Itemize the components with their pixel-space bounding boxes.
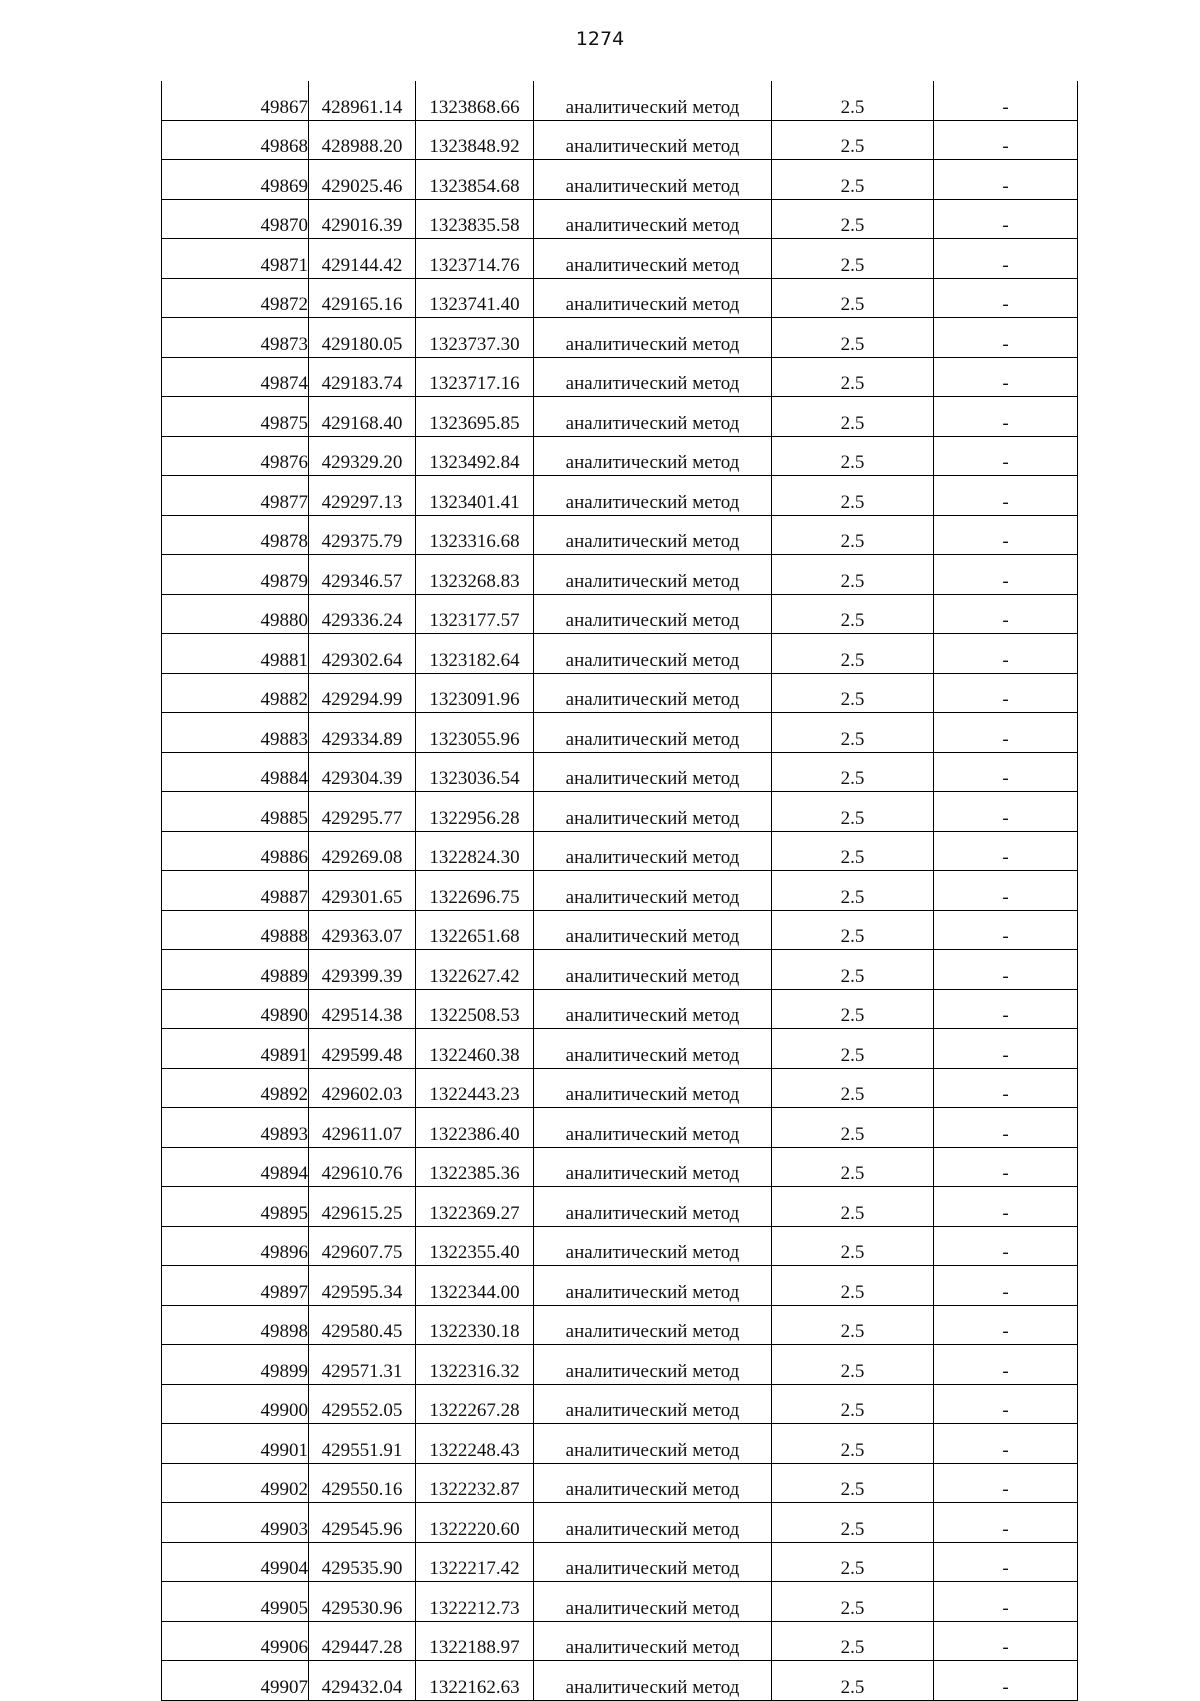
x-coordinate-cell: 428988.20: [309, 120, 416, 160]
x-coordinate-cell: 429329.20: [309, 436, 416, 476]
table-row: [162, 278, 1078, 318]
point-number-cell: 49876: [162, 436, 309, 476]
note-cell: -: [934, 634, 1078, 674]
point-number-cell: 49891: [162, 1029, 309, 1069]
point-number-cell: 49905: [162, 1582, 309, 1622]
method-cell: аналитический метод: [534, 318, 772, 358]
point-number-cell: 49873: [162, 318, 309, 358]
method-cell: аналитический метод: [534, 1147, 772, 1187]
table-row: [162, 515, 1078, 555]
accuracy-cell: 2.5: [772, 594, 934, 634]
method-cell: аналитический метод: [534, 1424, 772, 1464]
table-row: [162, 1068, 1078, 1108]
table-row: [162, 1345, 1078, 1385]
point-number-cell: 49899: [162, 1345, 309, 1385]
note-cell: -: [934, 199, 1078, 239]
accuracy-cell: 2.5: [772, 199, 934, 239]
x-coordinate-cell: 428961.14: [309, 81, 416, 120]
point-number-cell: 49883: [162, 713, 309, 753]
y-coordinate-cell: 1323182.64: [416, 634, 534, 674]
point-number-cell: 49898: [162, 1305, 309, 1345]
table-row: [162, 1029, 1078, 1069]
y-coordinate-cell: 1322369.27: [416, 1187, 534, 1227]
y-coordinate-cell: 1323316.68: [416, 515, 534, 555]
accuracy-cell: 2.5: [772, 1384, 934, 1424]
accuracy-cell: 2.5: [772, 1463, 934, 1503]
accuracy-cell: 2.5: [772, 160, 934, 200]
y-coordinate-cell: 1322508.53: [416, 989, 534, 1029]
accuracy-cell: 2.5: [772, 436, 934, 476]
y-coordinate-cell: 1323177.57: [416, 594, 534, 634]
table-row: [162, 160, 1078, 200]
method-cell: аналитический метод: [534, 1305, 772, 1345]
point-number-cell: 49867: [162, 81, 309, 120]
method-cell: аналитический метод: [534, 673, 772, 713]
method-cell: аналитический метод: [534, 1345, 772, 1385]
x-coordinate-cell: 429346.57: [309, 555, 416, 595]
y-coordinate-cell: 1323055.96: [416, 713, 534, 753]
table-row: [162, 436, 1078, 476]
accuracy-cell: 2.5: [772, 634, 934, 674]
note-cell: -: [934, 1582, 1078, 1622]
table-row: [162, 357, 1078, 397]
point-number-cell: 49890: [162, 989, 309, 1029]
y-coordinate-cell: 1322316.32: [416, 1345, 534, 1385]
point-number-cell: 49901: [162, 1424, 309, 1464]
x-coordinate-cell: 429599.48: [309, 1029, 416, 1069]
accuracy-cell: 2.5: [772, 831, 934, 871]
note-cell: -: [934, 1147, 1078, 1187]
note-cell: -: [934, 752, 1078, 792]
note-cell: -: [934, 160, 1078, 200]
y-coordinate-cell: 1322385.36: [416, 1147, 534, 1187]
method-cell: аналитический метод: [534, 436, 772, 476]
accuracy-cell: 2.5: [772, 989, 934, 1029]
point-number-cell: 49897: [162, 1266, 309, 1306]
note-cell: -: [934, 1108, 1078, 1148]
point-number-cell: 49877: [162, 476, 309, 516]
y-coordinate-cell: 1323091.96: [416, 673, 534, 713]
accuracy-cell: 2.5: [772, 673, 934, 713]
method-cell: аналитический метод: [534, 555, 772, 595]
note-cell: -: [934, 239, 1078, 279]
x-coordinate-cell: 429363.07: [309, 910, 416, 950]
point-number-cell: 49902: [162, 1463, 309, 1503]
x-coordinate-cell: 429399.39: [309, 950, 416, 990]
accuracy-cell: 2.5: [772, 792, 934, 832]
note-cell: -: [934, 1068, 1078, 1108]
point-number-cell: 49886: [162, 831, 309, 871]
point-number-cell: 49885: [162, 792, 309, 832]
note-cell: -: [934, 673, 1078, 713]
accuracy-cell: 2.5: [772, 1187, 934, 1227]
accuracy-cell: 2.5: [772, 910, 934, 950]
accuracy-cell: 2.5: [772, 713, 934, 753]
table-row: [162, 1542, 1078, 1582]
accuracy-cell: 2.5: [772, 1147, 934, 1187]
x-coordinate-cell: 429304.39: [309, 752, 416, 792]
table-row: [162, 1424, 1078, 1464]
table-row: [162, 950, 1078, 990]
method-cell: аналитический метод: [534, 1187, 772, 1227]
point-number-cell: 49896: [162, 1226, 309, 1266]
method-cell: аналитический метод: [534, 1226, 772, 1266]
y-coordinate-cell: 1322443.23: [416, 1068, 534, 1108]
accuracy-cell: 2.5: [772, 1029, 934, 1069]
page-number: 1274: [575, 28, 625, 50]
point-number-cell: 49893: [162, 1108, 309, 1148]
x-coordinate-cell: 429180.05: [309, 318, 416, 358]
note-cell: -: [934, 1542, 1078, 1582]
accuracy-cell: 2.5: [772, 555, 934, 595]
y-coordinate-cell: 1323741.40: [416, 278, 534, 318]
table-row: [162, 1187, 1078, 1227]
table-row: [162, 792, 1078, 832]
y-coordinate-cell: 1323401.41: [416, 476, 534, 516]
note-cell: -: [934, 555, 1078, 595]
y-coordinate-cell: 1322651.68: [416, 910, 534, 950]
x-coordinate-cell: 429607.75: [309, 1226, 416, 1266]
x-coordinate-cell: 429602.03: [309, 1068, 416, 1108]
accuracy-cell: 2.5: [772, 752, 934, 792]
point-number-cell: 49869: [162, 160, 309, 200]
accuracy-cell: 2.5: [772, 120, 934, 160]
y-coordinate-cell: 1322386.40: [416, 1108, 534, 1148]
point-number-cell: 49881: [162, 634, 309, 674]
note-cell: -: [934, 515, 1078, 555]
method-cell: аналитический метод: [534, 160, 772, 200]
y-coordinate-cell: 1322344.00: [416, 1266, 534, 1306]
table-row: [162, 752, 1078, 792]
x-coordinate-cell: 429336.24: [309, 594, 416, 634]
accuracy-cell: 2.5: [772, 1266, 934, 1306]
method-cell: аналитический метод: [534, 792, 772, 832]
table-row: [162, 673, 1078, 713]
method-cell: аналитический метод: [534, 1108, 772, 1148]
table-row: [162, 1384, 1078, 1424]
accuracy-cell: 2.5: [772, 950, 934, 990]
method-cell: аналитический метод: [534, 239, 772, 279]
x-coordinate-cell: 429334.89: [309, 713, 416, 753]
method-cell: аналитический метод: [534, 1503, 772, 1543]
point-number-cell: 49907: [162, 1661, 309, 1701]
table-row: [162, 1266, 1078, 1306]
accuracy-cell: 2.5: [772, 1108, 934, 1148]
table-row: [162, 871, 1078, 911]
point-number-cell: 49880: [162, 594, 309, 634]
x-coordinate-cell: 429297.13: [309, 476, 416, 516]
table-row: [162, 989, 1078, 1029]
x-coordinate-cell: 429302.64: [309, 634, 416, 674]
point-number-cell: 49872: [162, 278, 309, 318]
x-coordinate-cell: 429571.31: [309, 1345, 416, 1385]
table-row: [162, 1621, 1078, 1661]
note-cell: -: [934, 476, 1078, 516]
x-coordinate-cell: 429611.07: [309, 1108, 416, 1148]
method-cell: аналитический метод: [534, 278, 772, 318]
accuracy-cell: 2.5: [772, 1542, 934, 1582]
point-number-cell: 49900: [162, 1384, 309, 1424]
x-coordinate-cell: 429610.76: [309, 1147, 416, 1187]
accuracy-cell: 2.5: [772, 1661, 934, 1701]
table-row: [162, 476, 1078, 516]
method-cell: аналитический метод: [534, 357, 772, 397]
note-cell: -: [934, 1345, 1078, 1385]
point-number-cell: 49875: [162, 397, 309, 437]
x-coordinate-cell: 429183.74: [309, 357, 416, 397]
note-cell: -: [934, 120, 1078, 160]
y-coordinate-cell: 1322248.43: [416, 1424, 534, 1464]
method-cell: аналитический метод: [534, 199, 772, 239]
point-number-cell: 49882: [162, 673, 309, 713]
y-coordinate-cell: 1323036.54: [416, 752, 534, 792]
note-cell: -: [934, 436, 1078, 476]
method-cell: аналитический метод: [534, 1582, 772, 1622]
accuracy-cell: 2.5: [772, 515, 934, 555]
note-cell: -: [934, 792, 1078, 832]
method-cell: аналитический метод: [534, 81, 772, 120]
method-cell: аналитический метод: [534, 634, 772, 674]
note-cell: -: [934, 713, 1078, 753]
x-coordinate-cell: 429168.40: [309, 397, 416, 437]
method-cell: аналитический метод: [534, 1621, 772, 1661]
note-cell: -: [934, 1029, 1078, 1069]
accuracy-cell: 2.5: [772, 1621, 934, 1661]
point-number-cell: 49884: [162, 752, 309, 792]
method-cell: аналитический метод: [534, 752, 772, 792]
method-cell: аналитический метод: [534, 1384, 772, 1424]
note-cell: -: [934, 278, 1078, 318]
table-row: [162, 831, 1078, 871]
point-number-cell: 49894: [162, 1147, 309, 1187]
point-number-cell: 49874: [162, 357, 309, 397]
y-coordinate-cell: 1322220.60: [416, 1503, 534, 1543]
y-coordinate-cell: 1322696.75: [416, 871, 534, 911]
accuracy-cell: 2.5: [772, 1226, 934, 1266]
x-coordinate-cell: 429025.46: [309, 160, 416, 200]
note-cell: -: [934, 1266, 1078, 1306]
coordinates-table-body: [162, 81, 1078, 1700]
y-coordinate-cell: 1323492.84: [416, 436, 534, 476]
x-coordinate-cell: 429530.96: [309, 1582, 416, 1622]
point-number-cell: 49879: [162, 555, 309, 595]
y-coordinate-cell: 1322330.18: [416, 1305, 534, 1345]
method-cell: аналитический метод: [534, 871, 772, 911]
accuracy-cell: 2.5: [772, 239, 934, 279]
table-row: [162, 910, 1078, 950]
method-cell: аналитический метод: [534, 1463, 772, 1503]
x-coordinate-cell: 429295.77: [309, 792, 416, 832]
y-coordinate-cell: 1323695.85: [416, 397, 534, 437]
accuracy-cell: 2.5: [772, 278, 934, 318]
y-coordinate-cell: 1322627.42: [416, 950, 534, 990]
table-row: [162, 1503, 1078, 1543]
accuracy-cell: 2.5: [772, 1068, 934, 1108]
note-cell: -: [934, 81, 1078, 120]
method-cell: аналитический метод: [534, 989, 772, 1029]
y-coordinate-cell: 1322824.30: [416, 831, 534, 871]
x-coordinate-cell: 429595.34: [309, 1266, 416, 1306]
point-number-cell: 49895: [162, 1187, 309, 1227]
y-coordinate-cell: 1322188.97: [416, 1621, 534, 1661]
x-coordinate-cell: 429144.42: [309, 239, 416, 279]
point-number-cell: 49906: [162, 1621, 309, 1661]
accuracy-cell: 2.5: [772, 81, 934, 120]
point-number-cell: 49868: [162, 120, 309, 160]
x-coordinate-cell: 429016.39: [309, 199, 416, 239]
note-cell: -: [934, 1621, 1078, 1661]
method-cell: аналитический метод: [534, 120, 772, 160]
y-coordinate-cell: 1323854.68: [416, 160, 534, 200]
method-cell: аналитический метод: [534, 397, 772, 437]
method-cell: аналитический метод: [534, 1542, 772, 1582]
x-coordinate-cell: 429615.25: [309, 1187, 416, 1227]
x-coordinate-cell: 429375.79: [309, 515, 416, 555]
method-cell: аналитический метод: [534, 515, 772, 555]
accuracy-cell: 2.5: [772, 357, 934, 397]
x-coordinate-cell: 429447.28: [309, 1621, 416, 1661]
y-coordinate-cell: 1323717.16: [416, 357, 534, 397]
point-number-cell: 49871: [162, 239, 309, 279]
x-coordinate-cell: 429301.65: [309, 871, 416, 911]
accuracy-cell: 2.5: [772, 318, 934, 358]
y-coordinate-cell: 1322162.63: [416, 1661, 534, 1701]
point-number-cell: 49887: [162, 871, 309, 911]
note-cell: -: [934, 1187, 1078, 1227]
note-cell: -: [934, 1384, 1078, 1424]
accuracy-cell: 2.5: [772, 476, 934, 516]
table-row: [162, 634, 1078, 674]
table-row: [162, 1147, 1078, 1187]
x-coordinate-cell: 429432.04: [309, 1661, 416, 1701]
table-row: [162, 1582, 1078, 1622]
x-coordinate-cell: 429551.91: [309, 1424, 416, 1464]
note-cell: -: [934, 397, 1078, 437]
point-number-cell: 49903: [162, 1503, 309, 1543]
note-cell: -: [934, 1661, 1078, 1701]
y-coordinate-cell: 1322355.40: [416, 1226, 534, 1266]
method-cell: аналитический метод: [534, 831, 772, 871]
table-row: [162, 397, 1078, 437]
table-row: [162, 239, 1078, 279]
table-row: [162, 1661, 1078, 1701]
y-coordinate-cell: 1323268.83: [416, 555, 534, 595]
y-coordinate-cell: 1322956.28: [416, 792, 534, 832]
method-cell: аналитический метод: [534, 910, 772, 950]
accuracy-cell: 2.5: [772, 1345, 934, 1385]
note-cell: -: [934, 910, 1078, 950]
accuracy-cell: 2.5: [772, 871, 934, 911]
note-cell: -: [934, 871, 1078, 911]
note-cell: -: [934, 1226, 1078, 1266]
table-row: [162, 120, 1078, 160]
table-row: [162, 318, 1078, 358]
method-cell: аналитический метод: [534, 476, 772, 516]
point-number-cell: 49888: [162, 910, 309, 950]
x-coordinate-cell: 429165.16: [309, 278, 416, 318]
table-row: [162, 1108, 1078, 1148]
y-coordinate-cell: 1323737.30: [416, 318, 534, 358]
point-number-cell: 49878: [162, 515, 309, 555]
accuracy-cell: 2.5: [772, 1305, 934, 1345]
accuracy-cell: 2.5: [772, 397, 934, 437]
method-cell: аналитический метод: [534, 1068, 772, 1108]
method-cell: аналитический метод: [534, 1266, 772, 1306]
x-coordinate-cell: 429294.99: [309, 673, 416, 713]
accuracy-cell: 2.5: [772, 1503, 934, 1543]
method-cell: аналитический метод: [534, 1029, 772, 1069]
table-row: [162, 713, 1078, 753]
table-row: [162, 1463, 1078, 1503]
y-coordinate-cell: 1322232.87: [416, 1463, 534, 1503]
accuracy-cell: 2.5: [772, 1582, 934, 1622]
note-cell: -: [934, 1305, 1078, 1345]
note-cell: -: [934, 1463, 1078, 1503]
method-cell: аналитический метод: [534, 594, 772, 634]
x-coordinate-cell: 429550.16: [309, 1463, 416, 1503]
note-cell: -: [934, 831, 1078, 871]
y-coordinate-cell: 1322267.28: [416, 1384, 534, 1424]
note-cell: -: [934, 1424, 1078, 1464]
method-cell: аналитический метод: [534, 950, 772, 990]
table-row: [162, 555, 1078, 595]
x-coordinate-cell: 429535.90: [309, 1542, 416, 1582]
x-coordinate-cell: 429514.38: [309, 989, 416, 1029]
accuracy-cell: 2.5: [772, 1424, 934, 1464]
note-cell: -: [934, 594, 1078, 634]
note-cell: -: [934, 1503, 1078, 1543]
method-cell: аналитический метод: [534, 1661, 772, 1701]
method-cell: аналитический метод: [534, 713, 772, 753]
y-coordinate-cell: 1322217.42: [416, 1542, 534, 1582]
point-number-cell: 49904: [162, 1542, 309, 1582]
y-coordinate-cell: 1323868.66: [416, 81, 534, 120]
note-cell: -: [934, 318, 1078, 358]
y-coordinate-cell: 1322460.38: [416, 1029, 534, 1069]
x-coordinate-cell: 429552.05: [309, 1384, 416, 1424]
point-number-cell: 49870: [162, 199, 309, 239]
x-coordinate-cell: 429545.96: [309, 1503, 416, 1543]
x-coordinate-cell: 429269.08: [309, 831, 416, 871]
y-coordinate-cell: 1323835.58: [416, 199, 534, 239]
point-number-cell: 49889: [162, 950, 309, 990]
y-coordinate-cell: 1323848.92: [416, 120, 534, 160]
table-row: [162, 1226, 1078, 1266]
coordinates-table: [161, 81, 1078, 1701]
table-row: [162, 199, 1078, 239]
table-row: [162, 81, 1078, 120]
table-row: [162, 1305, 1078, 1345]
x-coordinate-cell: 429580.45: [309, 1305, 416, 1345]
note-cell: -: [934, 989, 1078, 1029]
note-cell: -: [934, 357, 1078, 397]
point-number-cell: 49892: [162, 1068, 309, 1108]
y-coordinate-cell: 1323714.76: [416, 239, 534, 279]
y-coordinate-cell: 1322212.73: [416, 1582, 534, 1622]
table-row: [162, 594, 1078, 634]
note-cell: -: [934, 950, 1078, 990]
